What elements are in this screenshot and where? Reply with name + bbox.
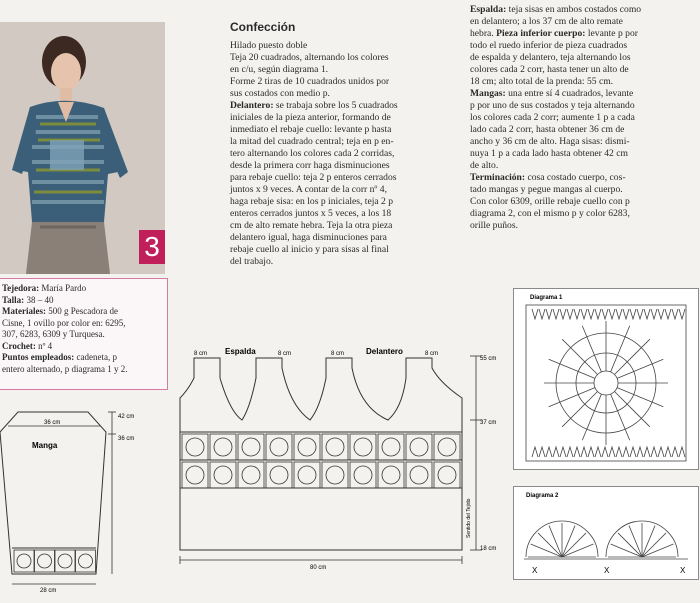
diagram-1-edge-stitch (630, 447, 636, 457)
body-square-motif (242, 466, 260, 484)
diagram-1-edge-stitch (532, 309, 538, 319)
diagram-1-edge-stitch (665, 447, 671, 457)
diagram-2-fan-stitch (618, 533, 642, 557)
diagram-1-edge-stitch (679, 447, 685, 457)
diagram-1-edge-stitch (651, 309, 657, 319)
body-square-motif (214, 466, 232, 484)
diagram-1-edge-stitch (616, 309, 622, 319)
body-square-motif (270, 438, 288, 456)
instr-line: inmediato el rebaje cuello: levante p hasta (230, 124, 392, 135)
diagram-1-edge-stitch (616, 447, 622, 457)
diagram-1-edge-stitch (651, 447, 657, 457)
diagram-2-fan-stitch (562, 533, 586, 557)
body-squares (182, 434, 460, 488)
sleeve-squares (14, 550, 96, 572)
sleeve-schematic (0, 404, 140, 596)
body-square-motif (214, 438, 232, 456)
instr-line: lado cada 2 corr, hasta obtener 36 cm de (470, 124, 625, 135)
diagram-1-edge-stitch (574, 309, 580, 319)
materials-line-2: Cisne, 1 ovillo por color en: 6295, (2, 317, 126, 328)
materials-line-3: 307, 6283, 6309 y Turquesa. (2, 329, 105, 339)
diagram-1-edge-stitch (644, 309, 650, 319)
diagram-1-edge-stitch (553, 447, 559, 457)
diagram-1-edge-stitch (644, 447, 650, 457)
body-schematic (170, 338, 508, 570)
diagram-1-stitch (614, 339, 649, 374)
diagram-1-edge-stitch (574, 447, 580, 457)
diagram-1-edge-stitch (658, 309, 664, 319)
instr-line: enteros cerrados juntos x 5 veces, a los 18 (230, 208, 392, 219)
instr-line: sus costados con medio p. (230, 88, 330, 99)
sleeve-square-motif (58, 554, 72, 568)
diagram-2-x-left: X (532, 566, 538, 575)
hook-line: Crochet: nº 4 (2, 340, 53, 351)
body-square-motif (270, 466, 288, 484)
section-heading: Confección (230, 20, 296, 34)
body-square-motif (382, 466, 400, 484)
diagram-1-edge-stitch (658, 447, 664, 457)
diagram-1-edge-stitch (672, 309, 678, 319)
body-square-motif (410, 438, 428, 456)
diagram-1-edge-stitch (588, 447, 594, 457)
dim-18cm: 18 cm (480, 546, 497, 552)
diagram-1-stitch (562, 339, 597, 374)
materials-line: Materiales: 500 g Pescadora de (2, 306, 118, 316)
body-square-motif (438, 466, 456, 484)
body-square-motif (298, 466, 316, 484)
diagram-2-label: Diagrama 2 (526, 493, 559, 499)
sleeve-label: Manga (32, 441, 58, 450)
diagram-1-edge-stitch (546, 447, 552, 457)
diagram-1-edge-stitch (609, 309, 615, 319)
instr-line: Forme 2 tiras de 10 cuadrados unidos por (230, 76, 390, 87)
knit-direction-label: Sentido del Tejido (466, 498, 472, 538)
instr-line: desde la primera corr haga disminuciones (230, 160, 390, 171)
body-square-motif (382, 438, 400, 456)
body-square-motif (354, 466, 372, 484)
diagram-1-edge-stitch (609, 447, 615, 457)
diagram-1-chart (514, 289, 698, 469)
diagram-1-label: Diagrama 1 (530, 295, 563, 301)
diagram-2-chart (514, 487, 698, 579)
instr-line: en c/u, según diagrama 1. (230, 64, 329, 75)
pattern-number-badge: 3 (139, 230, 165, 264)
dim-8cm-b: 8 cm (278, 351, 292, 357)
delantero-label: Delantero (366, 347, 403, 356)
dim-8cm-d: 8 cm (425, 351, 439, 357)
diagram-1-stitch (582, 326, 601, 372)
diagram-1-edge-stitch (581, 309, 587, 319)
designer-line: Tejedora: María Pardo (2, 283, 87, 293)
instr-line: los colores cada 2 corr; aumente 1 p a cada (470, 112, 635, 123)
instr-line: de espalda y delantero, teja alternando los (470, 52, 631, 63)
diagram-1-stitch (611, 394, 630, 440)
instr-line: Hilado puesto doble (230, 40, 308, 51)
diagram-2-x-mid: X (604, 566, 610, 575)
sleeve-width-28: 28 cm (40, 588, 57, 594)
diagram-1-stitch (549, 359, 595, 378)
diagram-1-edge-stitch (623, 447, 629, 457)
instr-line: de alto. (470, 160, 499, 171)
instr-line: delantero igual, haga disminuciones para (230, 232, 387, 243)
diagram-1-edge-stitch (567, 309, 573, 319)
diagram-1-edge-stitch (560, 447, 566, 457)
diagram-1-edge-stitch (560, 309, 566, 319)
diagram-1-edge-stitch (679, 309, 685, 319)
instr-line: para rebaje cuello: teja 2 p enteros cerrados (230, 172, 397, 183)
instr-line: ancho y 36 cm de alto. Haga sisas: dismi- (470, 136, 630, 147)
sleeve-width-36: 36 cm (44, 420, 61, 426)
instr-line: Terminación: cosa costado cuerpo, cos- (470, 172, 626, 183)
instr-line: orille puños. (470, 220, 518, 231)
sleeve-height-42: 42 cm (118, 414, 135, 420)
diagram-1-edge-stitch (567, 447, 573, 457)
diagram-1-edge-stitch (672, 447, 678, 457)
body-square-motif (410, 466, 428, 484)
diagram-2-fan-stitch (538, 533, 562, 557)
instr-line: tado mangas y pegue mangas al cuerpo. (470, 184, 623, 195)
diagram-2-x-right: X (680, 566, 686, 575)
instr-line: Mangas: una entre sí 4 cuadrados, levante (470, 88, 634, 99)
dim-8cm-a: 8 cm (194, 351, 208, 357)
instr-line: Espalda: teja sisas en ambos costados como (470, 4, 642, 15)
sleeve-square-motif (38, 554, 52, 568)
diagram-1-edge-stitch (581, 447, 587, 457)
instr-line: colores cada 2 corr, hasta tener un alto de (470, 64, 629, 75)
body-square-motif (326, 466, 344, 484)
body-square-motif (326, 438, 344, 456)
dim-80cm: 80 cm (310, 565, 327, 570)
dim-8cm-c: 8 cm (331, 351, 345, 357)
diagram-1-edge-stitch (602, 447, 608, 457)
stitches-line: Puntos empleados: cadeneta, p (2, 352, 117, 362)
body-square-motif (354, 438, 372, 456)
instr-line: cm de alto remate hebra. Teja la otra pieza (230, 220, 393, 231)
diagram-1-edge-stitch (595, 309, 601, 319)
espalda-label: Espalda (225, 347, 256, 356)
diagram-1-stitch (582, 394, 601, 440)
diagram-1-edge-stitch (532, 447, 538, 457)
diagram-1-edge-stitch (539, 309, 545, 319)
instr-line: Delantero: se trabaja sobre los 5 cuadrados (230, 100, 398, 111)
diagram-1-stitch (617, 359, 663, 378)
sleeve-height-36: 36 cm (118, 436, 135, 442)
instr-line: hebra. Pieza inferior cuerpo: levante p por (470, 28, 638, 39)
body-square-motif (298, 438, 316, 456)
diagram-1-stitch (611, 326, 630, 372)
instr-line: iniciales de la pieza anterior, formando de (230, 112, 391, 123)
body-square-motif (186, 438, 204, 456)
dim-55cm: 55 cm (480, 356, 497, 362)
instr-line: p por uno de sus costados y teja alternando (470, 100, 635, 111)
body-square-motif (242, 438, 260, 456)
diagram-1-edge-stitch (602, 309, 608, 319)
instr-line: haga rebaje sisa: en los p iniciales, teja 2 p (230, 196, 394, 207)
instr-line: Teja 20 cuadrados, alternando los colores (230, 52, 389, 63)
diagram-1-stitch (562, 391, 597, 426)
diagram-1-stitch (617, 388, 663, 407)
instr-line: 18 cm; alto total de la prenda: 55 cm. (470, 76, 614, 87)
diagram-2-fan-stitch (642, 533, 666, 557)
diagram-1-edge-stitch (588, 309, 594, 319)
body-square-motif (186, 466, 204, 484)
model-photo (0, 22, 165, 274)
sleeve-square-motif (17, 554, 31, 568)
diagram-1-edge-stitch (630, 309, 636, 319)
diagram-1-edge-stitch (553, 309, 559, 319)
instr-line: en delantero; a los 37 cm de alto remate (470, 16, 623, 27)
size-line: Talla: 38 – 40 (2, 294, 54, 305)
body-square-motif (438, 438, 456, 456)
instr-line: todo el ruedo inferior de pieza cuadrados (470, 40, 628, 51)
diagram-2 (513, 486, 699, 580)
diagram-1-edge-stitch (665, 309, 671, 319)
stitches-line-2: entero alternado, p diagrama 1 y 2. (2, 363, 128, 374)
diagram-1-stitch (549, 388, 595, 407)
instr-line: la mitad del cuadrado central; teja en p en- (230, 136, 394, 147)
instr-line: rebaje cuello al inicio y para sisas al final (230, 244, 389, 255)
diagram-1-center-ring (594, 371, 618, 395)
instr-line: nuya 1 p a cada lado hasta obtener 42 cm (470, 148, 628, 159)
diagram-1-edge-stitch (623, 309, 629, 319)
diagram-1-edge-stitch (637, 309, 643, 319)
middle-instructions (230, 40, 462, 268)
diagram-1-edge-stitch (546, 309, 552, 319)
dim-37cm: 37 cm (480, 420, 497, 426)
diagram-1-edge-stitch (595, 447, 601, 457)
pattern-info-box (0, 278, 168, 390)
instr-line: diagrama 2, con el mismo p y color 6283, (470, 208, 630, 219)
diagram-1-stitch (614, 391, 649, 426)
diagram-1-edge-stitch (539, 447, 545, 457)
diagram-1 (513, 288, 699, 470)
instr-line: tero alternando los colores cada 2 corridas, (230, 148, 395, 159)
diagram-1-edge-stitch (637, 447, 643, 457)
instr-line: Con color 6309, orille rebaje cuello con p (470, 196, 630, 207)
sleeve-square-motif (79, 554, 93, 568)
right-instructions (470, 4, 698, 232)
instr-line: del trabajo. (230, 256, 274, 267)
instr-line: juntos x 9 veces. A contar de la corr nº 4, (230, 184, 387, 195)
